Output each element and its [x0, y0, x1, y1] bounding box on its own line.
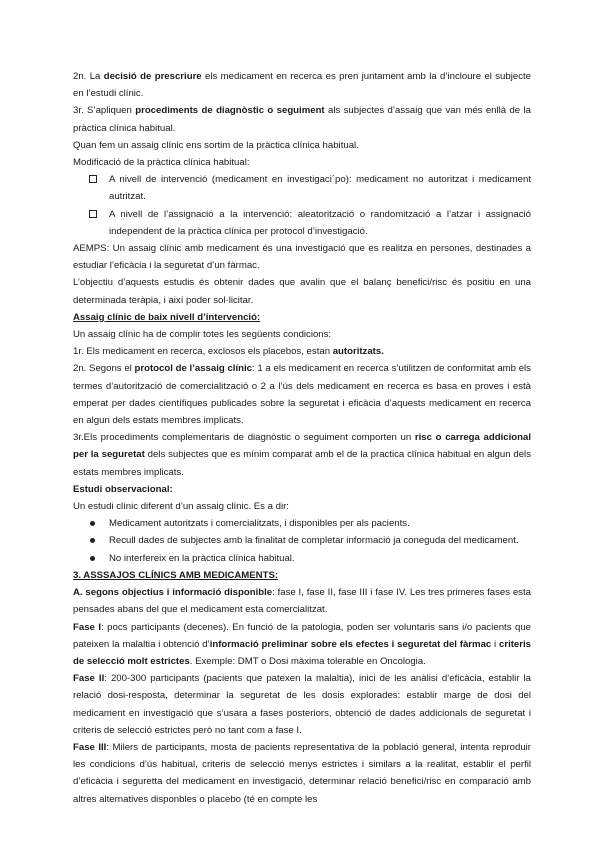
list-item-text: Recull dades de subjectes amb la finalitat de completar informació ja coneguda del medicament.: [109, 535, 519, 547]
text: 3r. S’apliquen: [73, 105, 136, 117]
text: i: [491, 638, 499, 650]
paragraph-objectives: [73, 584, 531, 618]
text: : Milers de participants, mosta de pacients representativa de la població general, intenta reproduir les condicions d’ús habitual, criteris de selecció menys estrictes i similars a la realitat, establir el perfil d’eficàcia i seguretta del medicament en investigació, determinar relació benefici/risc en comparació amb altres alternatives disponbles o placebo (té en compte les: [73, 741, 531, 805]
bold-term: decisió de prescriure: [103, 71, 202, 82]
list-item-text: A nivell de intervenció (medicament en investigaci´po): medicament no autoritzat i medicament autritzat.: [109, 174, 531, 203]
checkbox-list-item: [73, 206, 531, 240]
text: als subjectes d’assaig que van més enllà de la pràctica clínica habitual.: [73, 105, 531, 134]
heading-low-intervention: Assaig clínic de baix nivell d’intervenció:: [73, 311, 261, 323]
paragraph-prescription: [73, 68, 531, 102]
paragraph-aemps: AEMPS: Un assaig clínic amb medicament és una investigació que es realitza en persones, destinades a estudiar l’eficàcia i la seguretat d’un fàrmac.: [73, 243, 531, 272]
list-item-text: No interfereix en la pràctica clínica habitual.: [109, 552, 295, 564]
bullet-icon: [90, 556, 95, 561]
bullet-list-item: [73, 550, 531, 567]
paragraph-condition-2: [73, 360, 531, 429]
text: 1r. Els medicament en recerca, exclosos els placebos, estan: [73, 346, 333, 358]
paragraph-conditions: Un assaig clínic ha de complir totes les següents condicions:: [73, 329, 332, 341]
bold-term: informació preliminar sobre els efectes i seguretat del fàrmac: [209, 638, 492, 650]
heading-section-3: 3. ASSSAJOS CLÍNICS AMB MEDICAMENTS:: [73, 569, 279, 581]
text: : fase I, fase II, fase III i fase IV. Les tres primeres fases esta pensades abans del que el medicament esta comercialitzat.: [73, 587, 531, 616]
bold-term: Fase I: [73, 621, 102, 633]
text: 2n. La: [73, 71, 104, 82]
bold-term: A. segons objectius i informació disponible: [73, 587, 273, 599]
checkbox-icon: [89, 175, 97, 183]
bullet-list: [73, 515, 531, 567]
bold-term: Fase II: [73, 673, 105, 685]
checkbox-list-item: [73, 171, 531, 205]
bullet-list-item: [73, 532, 531, 549]
bold-term: procediments de diagnòstic o seguiment: [135, 105, 325, 117]
paragraph-objective: L’objectiu d’aquests estudis és obtenir dades que avalin que el balanç benefici/risc és positiu en una determinada teràpia, i així poder sol·licitar.: [73, 277, 531, 306]
text: 2n. Segons el: [73, 363, 135, 375]
checkbox-icon: [89, 210, 97, 218]
paragraph-procedures: [73, 102, 531, 136]
list-item-text: Medicament autoritzats i comercialitzats, i disponibles per als pacients.: [109, 518, 410, 530]
bold-term: Estudi observacional:: [73, 483, 173, 495]
heading-observational: [73, 481, 531, 498]
checkbox-list: [73, 171, 531, 240]
bold-term: protocol de l’assaig clínic: [134, 363, 252, 375]
text: els medicament en recerca es pren juntament amb la d’incloure el subjecte en l’estudi clínic.: [73, 71, 531, 100]
bullet-icon: [90, 521, 95, 526]
paragraph-clinical-practice: Quan fem un assaig clínic ens sortim de la pràctica clínica habitual.: [73, 139, 359, 151]
paragraph-phase-3: [73, 739, 531, 808]
bold-term: Fase III: [73, 741, 107, 753]
text: dels subjectes que es mínim comparat amb el de la practica clínica habitual en algun dels estats membres implicats.: [73, 449, 531, 478]
bullet-list-item: [73, 515, 531, 532]
bold-term: autoritzats.: [332, 346, 384, 358]
text: : 200-300 participants (pacients que patexen la malaltia), inici de les anàlisi d’eficàcia, establir la relació dosi-resposta, determinar la seguretat de les dosis explorades: establir marge de dosi del medicament en investigació que s’usara a fases posteriors, obtenció de dades addicionals de seguretat i criteris de selecció estrictes però no tant com a fase I.: [73, 673, 531, 736]
text: 3r.Els procediments complementaris de diagnòstic o seguiment comporten un: [73, 432, 415, 444]
paragraph-observational: Un estudi clínic diferent d’un assaig clínic. Es a dir:: [73, 501, 289, 513]
list-item-text: A nivell de l’assignació a la intervenció: aleatorització o randomització a l’atzar i assignació independent de la pràctica clínica per protocol d’investigació.: [109, 208, 531, 237]
paragraph-modification-heading: Modificació de la pràctica clínica habitual:: [73, 157, 250, 169]
bold-term: risc o carrega addicional per la seguretat: [73, 432, 531, 461]
text: : 1 a els medicament en recerca s’utilitzen de conformitat amb els termes d’autorització de comercialització o 2 a l’ús dels medicament en recerca es basa en proves i està emperat per dades científiques publicades sobre la seguretat i eficàcia d’aquests medicament en recerca en algun dels estats membres implicats.: [73, 363, 531, 427]
document-page: [73, 68, 531, 808]
paragraph-phase-2: [73, 670, 531, 739]
text: : pocs participants (decenes). En funció de la patologia, poden ser voluntaris sans i/o pacients que pateixen la malaltia i obtenció d’: [73, 621, 531, 650]
paragraph-condition-3: [73, 429, 531, 481]
paragraph-condition-1: [73, 343, 531, 360]
bullet-icon: [90, 538, 95, 543]
bold-term: criteris de selecció molt estrictes: [73, 638, 531, 667]
paragraph-phase-1: [73, 619, 531, 671]
text: . Exemple: DMT o Dosi màxima tolerable en Oncologia.: [189, 655, 426, 667]
